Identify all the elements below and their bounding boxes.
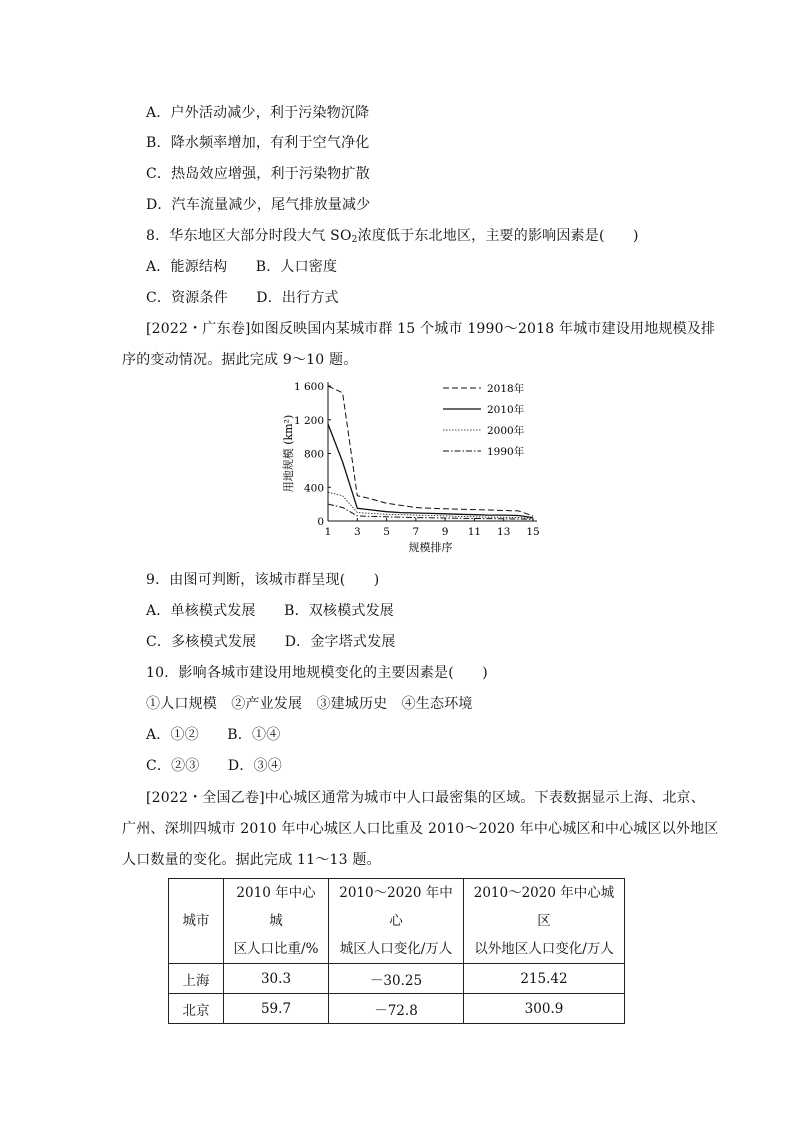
cell-outer-change: 215.42 — [464, 964, 625, 994]
legend-label: 2010年 — [487, 404, 525, 416]
q10-factors: ①人口规模 ②产业发展 ③建城历史 ④生态环境 — [146, 696, 473, 712]
cell-proportion: 59.7 — [224, 994, 329, 1024]
y-ticks — [294, 381, 331, 528]
x-tick-label: 11 — [467, 526, 482, 538]
passage1-line1: [2022・广东卷]如图反映国内某城市群 15 个城市 1990～2018 年城市建设用地规模及排 — [146, 321, 716, 337]
q7-option-a: A．户外活动减少，利于污染物沉降 — [146, 105, 370, 121]
series-line-1990年 — [328, 504, 533, 519]
y-tick-label: 800 — [303, 448, 324, 461]
q8-options-row1: A．能源结构 B．人口密度 — [146, 259, 338, 275]
y-tick-label: 1 200 — [293, 414, 324, 427]
y-tick-label: 0 — [317, 516, 324, 528]
header-proportion: 2010 年中心城 区人口比重/% — [224, 879, 329, 964]
x-tick-label: 9 — [441, 526, 449, 538]
q9-options-row1: A．单核模式发展 B．双核模式发展 — [146, 603, 394, 619]
y-axis-label: 用地规模 (km²) — [282, 414, 295, 493]
y-tick-label: 400 — [303, 482, 324, 495]
cell-proportion: 30.3 — [224, 964, 329, 994]
passage2-line1: [2022・全国乙卷]中心城区通常为城市中人口最密集的区域。下表数据显示上海、北京、 — [146, 790, 705, 806]
q8-stem: 8．华东地区大部分时段大气 $SO_2$浓度低于东北地区，主要的影响因素是( ) — [146, 228, 639, 245]
x-tick-label: 5 — [383, 526, 390, 538]
population-table — [168, 878, 625, 1024]
passage1-line2: 序的变动情况。据此完成 9～10 题。 — [122, 352, 358, 368]
series-line-2010年 — [328, 424, 533, 518]
x-axis-label: 规模排序 — [408, 541, 453, 554]
q7-option-d: D．汽车流量减少，尾气排放量减少 — [146, 197, 371, 213]
legend-label: 1990年 — [487, 446, 525, 458]
chart-legend — [443, 382, 525, 458]
q10-stem: 10．影响各城市建设用地规模变化的主要因素是( ) — [146, 665, 488, 681]
cell-center-change: －30.25 — [329, 964, 464, 994]
legend-label: 2000年 — [487, 425, 525, 437]
land-use-chart — [278, 378, 548, 564]
passage2-line3: 人口数量的变化。据此完成 11～13 题。 — [122, 852, 381, 868]
header-city: 城市 — [169, 879, 224, 964]
cell-city: 北京 — [169, 994, 224, 1024]
passage2-line2: 广州、深圳四城市 2010 年中心城区人口比重及 2010～2020 年中心城区和中心城区以外地区 — [122, 821, 719, 837]
q10-options-row1: A．①② B．①④ — [146, 727, 281, 743]
q9-options-row2: C．多核模式发展 D．金字塔式发展 — [146, 634, 396, 650]
header-outer-change: 2010～2020 年中心城区 以外地区人口变化/万人 — [464, 879, 625, 964]
table-header-row — [169, 879, 625, 964]
x-tick-label: 1 — [324, 526, 332, 538]
q8-options-row2: C．资源条件 D．出行方式 — [146, 290, 339, 306]
header-center-change: 2010～2020 年中心 城区人口变化/万人 — [329, 879, 464, 964]
x-tick-label: 7 — [412, 526, 420, 538]
q10-options-row2: C．②③ D．③④ — [146, 758, 282, 774]
y-tick-label: 1 600 — [293, 381, 324, 393]
cell-city: 上海 — [169, 964, 224, 994]
q7-option-b: B．降水频率增加，有利于空气净化 — [146, 135, 370, 151]
legend-label: 2018年 — [487, 383, 525, 395]
q9-stem: 9．由图可判断，该城市群呈现( ) — [146, 572, 380, 588]
q7-option-c: C．热岛效应增强，利于污染物扩散 — [146, 166, 370, 182]
table-row — [169, 994, 625, 1024]
cell-center-change: －72.8 — [329, 994, 464, 1024]
table-row — [169, 964, 625, 994]
x-tick-label: 13 — [497, 526, 511, 538]
cell-outer-change: 300.9 — [464, 994, 625, 1024]
x-tick-label: 3 — [353, 526, 361, 538]
x-tick-label: 15 — [526, 526, 540, 538]
